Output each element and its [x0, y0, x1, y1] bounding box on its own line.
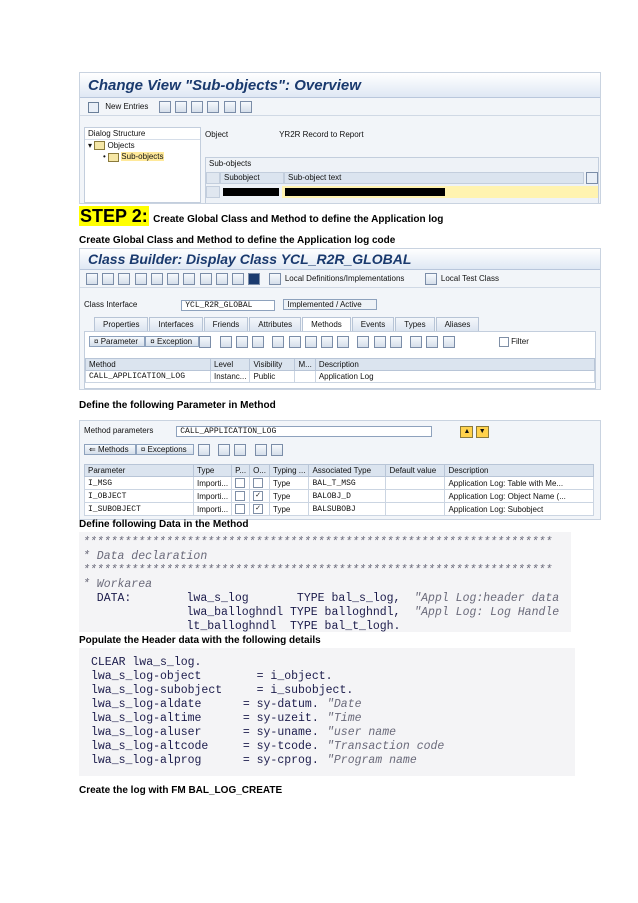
- code-line: [91, 712, 575, 726]
- find-next-icon[interactable]: [390, 336, 402, 348]
- code-statement: DATA: lwa_s_log TYPE bal_s_log,: [83, 592, 401, 605]
- new-entries-button[interactable]: New Entries: [105, 102, 149, 112]
- select-block-icon[interactable]: [224, 101, 236, 113]
- filter-label: Filter: [511, 337, 529, 347]
- param-name[interactable]: I_SUBOBJECT: [85, 503, 194, 516]
- tab-events[interactable]: Events: [352, 317, 394, 331]
- tab-friends[interactable]: Friends: [204, 317, 249, 331]
- param-type: Importi...: [194, 490, 232, 503]
- class-builder-title: Class Builder: Display Class YCL_R2R_GLOBAL: [88, 251, 412, 267]
- other-object-icon[interactable]: [118, 273, 130, 285]
- code-line: [83, 606, 571, 620]
- step-2-text: Create Global Class and Method to define the Application log: [153, 214, 444, 225]
- col-level: Level: [211, 359, 250, 371]
- undo-icon[interactable]: [191, 101, 203, 113]
- redacted-subobject-text: [282, 186, 598, 198]
- folder-open-icon: [108, 153, 119, 162]
- screenshot-change-view: [79, 72, 601, 204]
- activate-icon[interactable]: [167, 273, 179, 285]
- move-icon[interactable]: [234, 444, 246, 456]
- col-associated-type: Associated Type: [309, 465, 386, 477]
- exceptions-icon: ¤: [140, 445, 146, 455]
- code-comment: "Date: [327, 698, 362, 711]
- code-statement: lwa_s_log-altcode = sy-tcode.: [91, 740, 319, 753]
- method-description: Application Log: [315, 371, 594, 383]
- source-code-icon[interactable]: [199, 336, 211, 348]
- object-label: Object: [205, 130, 229, 139]
- param-typing: Type: [270, 477, 309, 490]
- heading-header-data: Populate the Header data with the following details: [79, 635, 321, 646]
- scroll-down-button[interactable]: ▼: [476, 426, 489, 438]
- exception-button[interactable]: [145, 336, 199, 347]
- tree-item-subobjects-label: Sub-objects: [121, 152, 164, 162]
- param-assoc-type: BALOBJ_D: [309, 490, 386, 503]
- cut-icon[interactable]: [255, 444, 267, 456]
- dialog-structure-panel: [84, 127, 201, 203]
- cut-icon[interactable]: [272, 336, 284, 348]
- param-name[interactable]: I_MSG: [85, 477, 194, 490]
- param-description: Application Log: Table with Me...: [445, 477, 594, 490]
- exception-icon: ¤: [150, 337, 155, 347]
- tab-strip: [94, 317, 480, 331]
- heading-parameter: Define the following Parameter in Method: [79, 400, 276, 411]
- code-comment: "user name: [327, 726, 397, 739]
- heading-fm: Create the log with FM BAL_LOG_CREATE: [79, 785, 283, 796]
- back-arrow-icon[interactable]: [86, 273, 98, 285]
- code-block-data-declaration: [79, 532, 571, 632]
- delete-icon[interactable]: [175, 101, 187, 113]
- code-comment: "Program name: [327, 754, 417, 767]
- code-line: [83, 592, 571, 606]
- tab-methods[interactable]: Methods: [302, 317, 351, 331]
- deselect-icon[interactable]: [240, 101, 252, 113]
- object-list-icon[interactable]: [200, 273, 212, 285]
- col-description: Description: [315, 359, 594, 371]
- code-line: lt_balloghndl TYPE bal_t_logh.: [83, 620, 401, 632]
- table-row[interactable]: [85, 503, 594, 516]
- code-line: [91, 740, 575, 754]
- param-default: [386, 490, 445, 503]
- screenshot-class-builder: [79, 248, 601, 390]
- param-assoc-type: BALSUBOBJ: [309, 503, 386, 516]
- param-typing: Type: [270, 490, 309, 503]
- optional-checkbox[interactable]: [253, 478, 263, 488]
- param-description: Application Log: Subobject: [445, 503, 594, 516]
- local-test-icon[interactable]: [425, 273, 437, 285]
- tab-properties[interactable]: Properties: [94, 317, 148, 331]
- binoculars-icon[interactable]: [410, 336, 422, 348]
- optional-checkbox[interactable]: ✓: [253, 491, 263, 501]
- subobjects-panel: [205, 157, 599, 204]
- copy-icon[interactable]: [159, 101, 171, 113]
- where-used-icon[interactable]: [183, 273, 195, 285]
- code-statement: lwa_s_log-aldate = sy-datum.: [91, 698, 319, 711]
- col-p: P...: [232, 465, 250, 477]
- code-line: * Workarea: [83, 578, 153, 591]
- method-level: Instanc...: [211, 371, 250, 383]
- tab-attributes[interactable]: Attributes: [249, 317, 301, 331]
- object-row: [205, 130, 364, 139]
- hierarchy-icon[interactable]: [232, 273, 244, 285]
- heading-create-class: Create Global Class and Method to define the Application log code: [79, 235, 396, 246]
- method-name[interactable]: CALL_APPLICATION_LOG: [86, 371, 211, 383]
- col-default-value: Default value: [386, 465, 445, 477]
- select-all-icon[interactable]: [207, 101, 219, 113]
- methods-table: [85, 358, 595, 383]
- parameter-button[interactable]: [89, 336, 145, 347]
- local-definitions-button[interactable]: Local Definitions/Implementations: [284, 274, 405, 284]
- parameters-table: [84, 464, 594, 516]
- expand-arrow-icon[interactable]: ▾: [88, 141, 93, 150]
- col-visibility: Visibility: [250, 359, 295, 371]
- tree-item-subobjects[interactable]: [85, 151, 200, 162]
- insert-row-icon[interactable]: [236, 336, 248, 348]
- change-display-icon[interactable]: [88, 102, 99, 113]
- subobjects-header: Sub-objects: [209, 159, 252, 168]
- code-line: lwa_s_log-subobject = i_subobject.: [91, 684, 354, 697]
- row-selector[interactable]: [206, 186, 220, 198]
- object-value: YR2R Record to Report: [279, 130, 364, 139]
- method-parameters-field: CALL_APPLICATION_LOG: [176, 426, 432, 437]
- parameter-button-label: Parameter: [100, 337, 139, 347]
- filter-checkbox[interactable]: [499, 337, 509, 347]
- back-arrow-icon: ⇐: [89, 445, 96, 455]
- insert-row-icon[interactable]: [218, 444, 230, 456]
- parameter-icon: ¤: [94, 337, 99, 347]
- methods-button-label: Methods: [97, 445, 129, 455]
- col-o: O...: [250, 465, 270, 477]
- pass-by-value-checkbox[interactable]: [235, 504, 245, 514]
- dialog-structure-title: Dialog Structure: [85, 128, 200, 140]
- table-settings-icon[interactable]: [586, 172, 598, 184]
- step-2-label: STEP 2:: [80, 206, 148, 226]
- param-type: Importi...: [194, 477, 232, 490]
- param-typing: Type: [270, 503, 309, 516]
- forward-arrow-icon[interactable]: [102, 273, 114, 285]
- code-comment: "Transaction code: [327, 740, 445, 753]
- col-typing: Typing ...: [270, 465, 309, 477]
- col-description: Description: [445, 465, 594, 477]
- code-statement: lwa_s_log-aluser = sy-uname.: [91, 726, 319, 739]
- tree-item-objects[interactable]: [85, 140, 200, 151]
- code-line: lwa_s_log-object = i_object.: [91, 670, 333, 683]
- tab-interfaces[interactable]: Interfaces: [149, 317, 202, 331]
- methods-button[interactable]: [84, 444, 136, 455]
- param-description: Application Log: Object Name (...: [445, 490, 594, 503]
- method-visibility: Public: [250, 371, 295, 383]
- pass-by-value-checkbox[interactable]: [235, 491, 245, 501]
- detail-view-icon[interactable]: [220, 336, 232, 348]
- param-default: [386, 503, 445, 516]
- table-row[interactable]: [85, 477, 594, 490]
- param-name[interactable]: I_OBJECT: [85, 490, 194, 503]
- code-line: CLEAR lwa_s_log.: [91, 656, 202, 669]
- undo-row-icon[interactable]: [337, 336, 349, 348]
- print-icon[interactable]: [357, 336, 369, 348]
- filter-icon[interactable]: [426, 336, 438, 348]
- col-parameter: Parameter: [85, 465, 194, 477]
- pass-by-value-checkbox[interactable]: [235, 478, 245, 488]
- local-test-class-button[interactable]: Local Test Class: [440, 274, 500, 284]
- code-statement: lwa_s_log-altime = sy-uzeit.: [91, 712, 319, 725]
- folder-icon: [94, 141, 105, 150]
- display-change-icon[interactable]: [135, 273, 147, 285]
- screenshot-method-parameters: [79, 420, 601, 520]
- param-assoc-type: BAL_T_MSG: [309, 477, 386, 490]
- delete-row-icon[interactable]: [305, 336, 317, 348]
- code-line: [91, 698, 575, 712]
- code-comment: "Appl Log:header data: [400, 592, 560, 605]
- local-definitions-icon[interactable]: [269, 273, 281, 285]
- code-line: ********************************************************************: [83, 564, 553, 577]
- row-selector-header[interactable]: [206, 172, 220, 184]
- param-default: [386, 477, 445, 490]
- source-code-icon[interactable]: [198, 444, 210, 456]
- navigator-icon[interactable]: [216, 273, 228, 285]
- code-comment: "Appl Log: Log Handle: [400, 606, 560, 619]
- tab-types[interactable]: Types: [395, 317, 434, 331]
- tab-aliases[interactable]: Aliases: [436, 317, 480, 331]
- step-2-line: [79, 206, 443, 227]
- method-parameters-label: Method parameters: [84, 426, 154, 435]
- copy-row-icon[interactable]: [271, 444, 283, 456]
- scroll-up-button[interactable]: ▲: [460, 426, 473, 438]
- optional-checkbox[interactable]: ✓: [253, 504, 263, 514]
- tree-item-objects-label: Objects: [107, 141, 135, 150]
- code-block-header-data: [79, 648, 575, 776]
- col-method: Method: [86, 359, 211, 371]
- table-row[interactable]: [86, 371, 595, 383]
- code-line: * Data declaration: [83, 550, 208, 563]
- bullet-icon: •: [103, 152, 106, 162]
- redacted-subobject: [223, 188, 279, 196]
- code-statement: lwa_s_log-alprog = sy-cprog.: [91, 754, 319, 767]
- method-m: [295, 371, 315, 383]
- paste-icon[interactable]: [321, 336, 333, 348]
- class-interface-label: Class Interface: [84, 300, 138, 309]
- param-type: Importi...: [194, 503, 232, 516]
- class-interface-field[interactable]: YCL_R2R_GLOBAL: [181, 300, 275, 311]
- exceptions-button[interactable]: [136, 444, 194, 455]
- col-subobject: Subobject: [220, 172, 284, 184]
- code-line: ********************************************************************: [83, 536, 553, 549]
- check-icon[interactable]: [151, 273, 163, 285]
- status-field: Implemented / Active: [283, 299, 377, 310]
- exceptions-button-label: Exceptions: [147, 445, 187, 455]
- sort-icon[interactable]: [443, 336, 455, 348]
- info-icon[interactable]: [248, 273, 260, 285]
- code-comment: "Time: [327, 712, 362, 725]
- heading-data: Define following Data in the Method: [79, 519, 249, 530]
- col-subobject-text: Sub-object text: [284, 172, 584, 184]
- copy-row-icon[interactable]: [289, 336, 301, 348]
- code-line: [91, 726, 575, 740]
- col-m: M...: [295, 359, 315, 371]
- code-statement: lwa_balloghndl TYPE balloghndl,: [83, 606, 401, 619]
- col-type: Type: [194, 465, 232, 477]
- window-title: Change View "Sub-objects": Overview: [88, 77, 361, 94]
- table-row[interactable]: [85, 490, 594, 503]
- exception-button-label: Exception: [156, 337, 193, 347]
- code-line: [91, 754, 575, 768]
- move-icon[interactable]: [252, 336, 264, 348]
- find-icon[interactable]: [374, 336, 386, 348]
